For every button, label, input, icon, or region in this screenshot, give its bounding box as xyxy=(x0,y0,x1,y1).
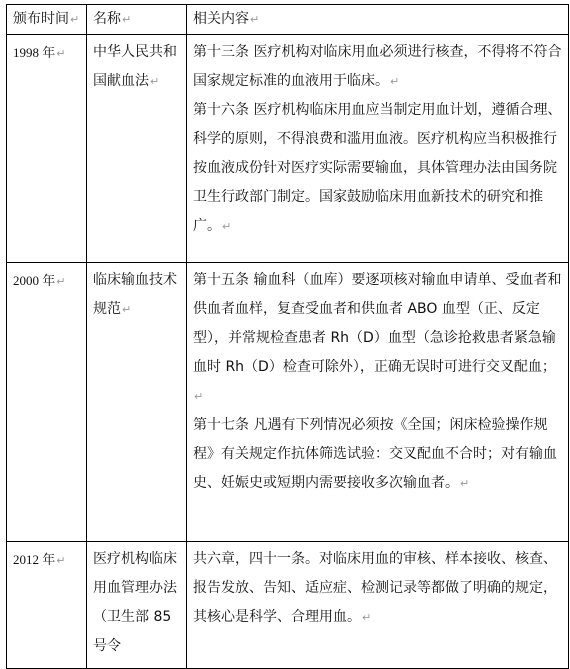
paragraph-mark-icon: ↵ xyxy=(56,554,66,567)
paragraph-mark-icon: ↵ xyxy=(150,75,160,88)
paragraph-mark-icon: ↵ xyxy=(222,220,232,233)
article-text: 第十七条 凡遇有下列情况必须按《全国；闲床检验操作规程》有关规定作抗体筛选试验：交叉配血不合时；对有输血史、妊娠史或短期内需要接收多次输血者。 xyxy=(193,417,557,491)
law-name-text: 中华人民共和国献血法 xyxy=(93,44,177,89)
paragraph-mark-icon: ↵ xyxy=(56,47,66,60)
name-cell xyxy=(87,263,187,542)
paragraph-mark-icon: ↵ xyxy=(460,477,470,490)
paragraph-mark-icon: ↵ xyxy=(56,275,66,288)
header-cell-content xyxy=(187,5,569,35)
year-text: 2012 年 xyxy=(13,552,56,567)
header-name-label: 名称 xyxy=(93,11,121,27)
article-text: 第十三条 医疗机构对临床用血必须进行核查，不得将不符合国家规定标准的血液用于临床。 xyxy=(193,44,562,89)
law-name-text: 医疗机构临床用血管理办法（卫生部 85 号令 xyxy=(93,551,177,654)
paragraph-mark-icon: ↵ xyxy=(250,13,260,26)
paragraph-mark-icon: ↵ xyxy=(194,390,204,403)
header-cell-name xyxy=(87,5,187,35)
year-cell xyxy=(7,35,87,263)
header-date-label: 颁布时间 xyxy=(13,11,69,27)
content-paragraph xyxy=(193,38,562,96)
table-row xyxy=(7,35,569,263)
table-row xyxy=(7,542,569,669)
content-cell xyxy=(187,35,569,263)
paragraph-mark-icon: ↵ xyxy=(122,13,132,26)
year-cell xyxy=(7,542,87,669)
table-row xyxy=(7,263,569,542)
name-cell xyxy=(87,542,187,669)
content-cell xyxy=(187,263,569,542)
article-text: 共六章，四十一条。对临床用血的审核、样本接收、核查、报告发放、告知、适应症、检测记录等都做了明确的规定，其核心是科学、合理用血。 xyxy=(193,551,557,625)
paragraph-mark-icon: ↵ xyxy=(70,13,80,26)
header-content-label: 相关内容 xyxy=(193,11,249,27)
year-text: 2000 年 xyxy=(13,273,56,288)
header-cell-date xyxy=(7,5,87,35)
content-paragraph xyxy=(193,266,562,411)
year-text: 1998 年 xyxy=(13,45,56,60)
year-cell xyxy=(7,263,87,542)
article-text: 第十六条 医疗机构临床用血应当制定用血计划，遵循合理、科学的原则，不得浪费和滥用血液。医疗机构应当积极推行按血液成份针对医疗实际需要输血，具体管理办法由国务院卫生行政部门制定。国家鼓励临床用血新技术的研究和推广。 xyxy=(193,102,562,234)
content-paragraph xyxy=(193,411,562,498)
law-name-text: 临床输血技术规范 xyxy=(93,272,177,317)
paragraph-mark-icon: ↵ xyxy=(390,75,400,88)
content-paragraph xyxy=(193,96,562,241)
regulations-table xyxy=(6,4,569,669)
article-text: 第十五条 输血科（血库）要逐项核对输血申请单、受血者和供血者血样，复查受血者和供血者 ABO 血型（正、反定型），并常规检查患者 Rh（D）血型（急诊抢救患者紧急输血时 Rh（D）检查可除外），正确无误时可进行交叉配血； xyxy=(193,272,562,375)
content-cell xyxy=(187,542,569,669)
content-paragraph xyxy=(193,545,562,632)
paragraph-mark-icon: ↵ xyxy=(362,611,372,624)
name-cell xyxy=(87,35,187,263)
paragraph-mark-icon: ↵ xyxy=(122,303,132,316)
table-header-row xyxy=(7,5,569,35)
